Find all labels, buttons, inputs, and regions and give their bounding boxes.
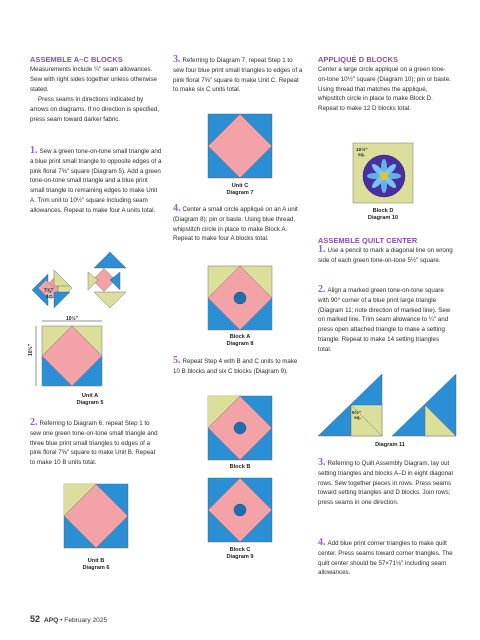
step1-number: 1.	[30, 145, 38, 156]
diagram5-caption-unit: Unit A	[81, 393, 99, 399]
step5-text	[173, 356, 305, 377]
diagram6-caption-unit: Unit B	[87, 558, 105, 564]
issue-date: • February 2025	[58, 617, 108, 624]
diagram-7-unit-c	[208, 114, 272, 178]
step4-number: 4.	[173, 203, 181, 214]
diagram-9-block-b	[208, 396, 272, 460]
press-text: Press seams in directions indicated by arrows on diagrams. If no direction is specified, press seam toward darker fabric.	[30, 96, 159, 123]
diagram5-dim-top: 10½"	[66, 316, 79, 322]
diagram5-unit-a	[36, 321, 102, 386]
diagram5-dim-side: 10½"	[28, 343, 34, 356]
diagram9-caption	[210, 547, 270, 561]
step3-body: Referring to Diagram 7, repeat Step 1 to sew four blue print small triangles to edges of a pink floral 7⅝" square to make Unit C. Repeat to make six C units total.	[173, 57, 303, 94]
qc3-number: 3.	[318, 457, 326, 468]
diagram6-caption	[66, 558, 126, 572]
step3-number: 3.	[173, 54, 181, 65]
intro-text: Measurements include ¼" seam allowances. Sew with right sides together unless otherwise stated.	[30, 66, 157, 93]
step5-body: Repeat Step 4 with B and C units to make 10 B blocks and six C blocks (Diagram 9).	[173, 358, 298, 375]
diagram-6-unit-b	[64, 484, 128, 548]
diagram5-caption-diag: Diagram 5	[76, 400, 104, 406]
qc3-body: Referring to Quilt Assembly Diagram, lay out setting triangles and blocks A–D in eight diagonal rows. Sew together pieces in rows. Press seams toward setting triangles and D blocks. Join rows; press seams in one direction.	[318, 460, 453, 507]
qc1-body: Use a pencil to mark a diagonal line on wrong side of each green tone-on-tone 5½" square.	[318, 247, 453, 264]
step1-text	[30, 146, 162, 216]
diagram9-caption-block-c: Block C	[229, 547, 251, 553]
diagram10-caption	[352, 208, 414, 222]
step1-body: Sew a green tone-on-tone small triangle and a blue print small triangle to opposite edges of a pink floral 7⅝" square (Diagram 5). Add a green tone-on-tone small triangle and a blue print small triangle to remaining edges to make Unit A. Trim unit to 10½" square including seam allowances. Repeat to make four A units total.	[30, 148, 162, 214]
step4-body: Center a small circle appliqué on an A unit (Diagram 8); pin or baste. Using blue thread, whipstitch circle in place to make Block A. Repeat to make four A blocks total.	[173, 206, 298, 243]
qc2-body: Align a marked green tone-on-tone square with 90° corner of a blue print large triangle (Diagram 11; note direction of marked line). Sew on marked line. Trim seam allowance to ¼" and press open attached triangle to make a setting triangle. Repeat to make 14 setting triangles total.	[318, 287, 451, 353]
diagram-11	[318, 374, 458, 438]
diagram6-caption-diag: Diagram 6	[82, 565, 110, 571]
step2-number: 2.	[30, 417, 38, 428]
diagram11-sq-label: 5½"	[352, 411, 361, 416]
diagram9-caption-block-b: Block B	[229, 464, 251, 470]
applique-text: Center a large circle appliqué on a green tone-on-tone 10½" square (Diagram 10); pin or baste. Using thread that matches the appliqué, whipstitch circle in place to make Block D. Repeat to make 12 D blocks total.	[318, 66, 451, 113]
qc2-text	[318, 285, 454, 355]
page-footer	[30, 614, 107, 624]
diagram8-caption-diag: Diagram 8	[226, 341, 254, 347]
diagram9-caption-b	[210, 464, 270, 471]
diagram10-sq-label: 10½"	[356, 148, 368, 153]
heading-applique-d: APPLIQUÉ D BLOCKS	[318, 55, 399, 64]
diagram11-left	[318, 374, 382, 436]
diagram8-caption-block: Block A	[229, 334, 251, 340]
publication-name: APQ	[44, 617, 59, 624]
step4-text	[173, 204, 305, 244]
qc4-number: 4.	[318, 537, 326, 548]
diagram-9-block-c	[208, 478, 272, 542]
diagram5-sq-label2: sq.	[46, 294, 54, 300]
diagram9-caption-diag: Diagram 9	[226, 554, 254, 560]
diagram5-caption	[60, 393, 120, 407]
diagram10-sq-label2: sq.	[358, 153, 365, 158]
diagram7-caption-unit: Unit C	[231, 183, 249, 189]
diagram10-caption-block: Block D	[372, 208, 394, 214]
step2-body: Referring to Diagram 6, repeat Step 1 to sew one green tone-on-tone small triangle and three blue print small triangles to edges of a pink floral 7⅝" square to make Unit B. Repeat to make 10 B units total.	[30, 420, 158, 467]
qc4-text	[318, 538, 454, 578]
qc1-text	[318, 245, 454, 266]
diagram11-right	[392, 374, 456, 436]
diagram5-exploded-left	[32, 270, 72, 308]
qc4-body: Add blue print corner triangles to make quilt center. Press seams toward corner triangles. The quilt center should be 57×71⅛" including seam allowances.	[318, 540, 453, 577]
diagram7-caption	[210, 183, 270, 197]
heading-assemble-quilt-center: ASSEMBLE QUILT CENTER	[318, 236, 418, 245]
heading-assemble-ac: ASSEMBLE A–C BLOCKS	[30, 55, 123, 64]
diagram-8-block-a	[208, 266, 272, 330]
step3-text	[173, 55, 305, 95]
diagram-10-block-d	[353, 143, 413, 203]
qc1-number: 1.	[318, 244, 326, 255]
qc3-text	[318, 458, 454, 508]
diagram11-caption: Diagram 11	[375, 442, 405, 448]
diagram5-sq-label: 7⅝"	[44, 288, 54, 294]
diagram10-caption-diag: Diagram 10	[367, 215, 399, 221]
diagram8-caption	[210, 334, 270, 348]
qc2-number: 2.	[318, 284, 326, 295]
step5-number: 5.	[173, 355, 181, 366]
step2-text	[30, 418, 162, 468]
diagram7-caption-diag: Diagram 7	[226, 190, 254, 196]
diagram-5	[28, 250, 168, 370]
page-number: 52	[30, 614, 41, 624]
diagram5-exploded-right	[88, 252, 126, 308]
diagram11-sq-label2: sq.	[354, 416, 361, 421]
